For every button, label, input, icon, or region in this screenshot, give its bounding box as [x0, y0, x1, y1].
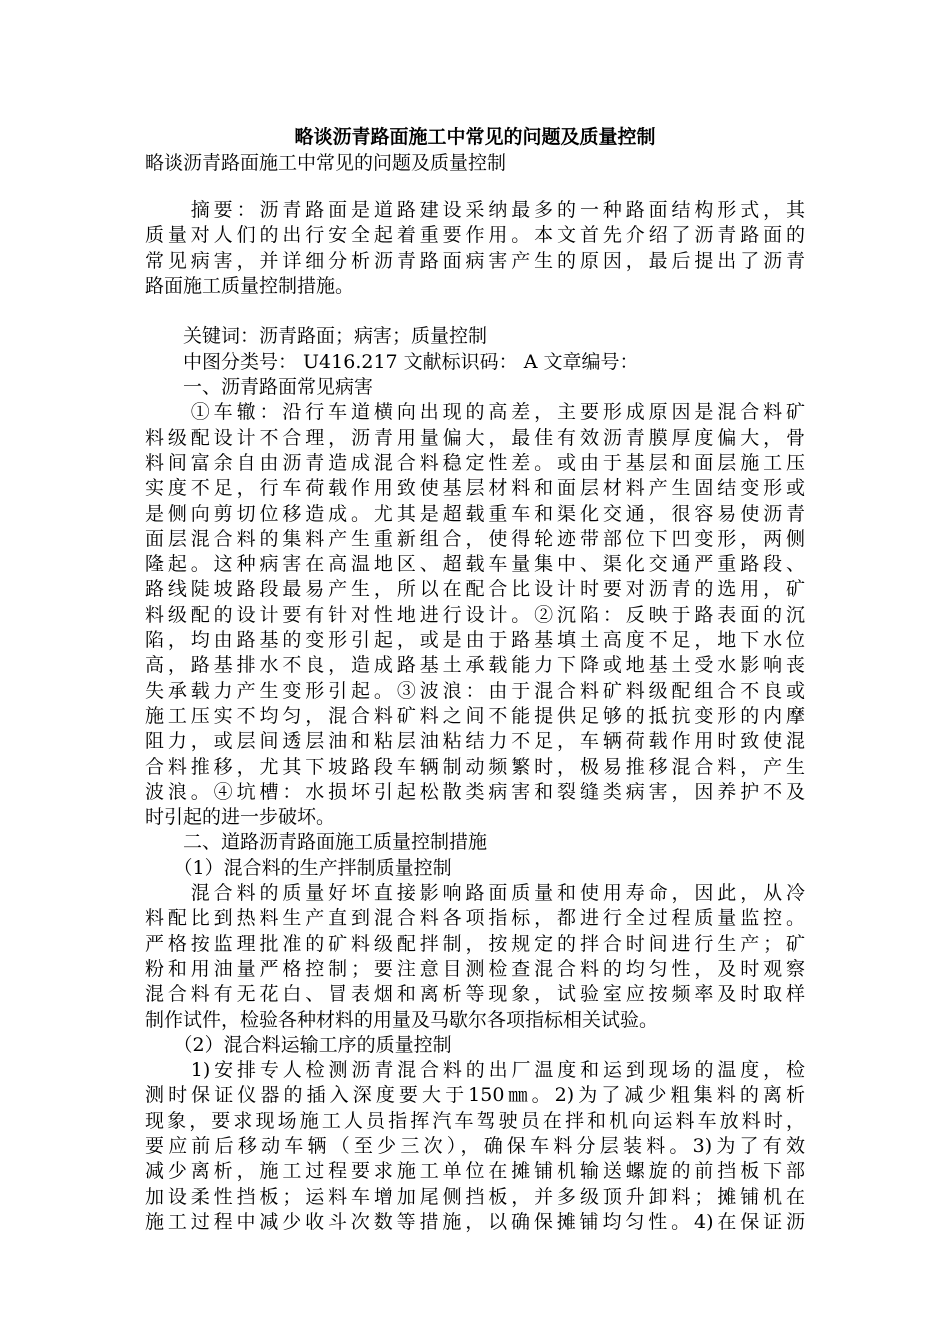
text-line: 制作试件，检验各种材料的用量及马歇尔各项指标相关试验。: [145, 1008, 659, 1031]
text-line: 施工过程中减少收斗次数等措施，以确保摊铺均匀性。4)在保证沥: [145, 1210, 805, 1233]
text-line: （1）混合料的生产拌制质量控制: [145, 856, 452, 879]
text-line: 质量对人们的出行安全起着重要作用。本文首先介绍了沥青路面的: [145, 224, 805, 247]
text-line: 二、道路沥青路面施工质量控制措施: [145, 831, 488, 854]
text-line: 面层混合料的集料产生重新组合，使得轮迹带部位下凹变形，两侧: [145, 527, 805, 550]
text-line: 1)安排专人检测沥青混合料的出厂温度和运到现场的温度，检: [145, 1059, 805, 1082]
document-body: [145, 198, 805, 1235]
text-line: 混合料有无花白、冒表烟和离析等现象，试验室应按频率及时取样: [145, 983, 805, 1006]
text-line: 现象，要求现场施工人员指挥汽车驾驶员在拌和机向运料车放料时，: [145, 1109, 805, 1132]
text-line: 路线陡坡路段最易产生，所以在配合比设计时要对沥青的选用，矿: [145, 578, 805, 601]
text-line: 时引起的进一步破坏。: [145, 806, 336, 829]
text-line: 隆起。这种病害在高温地区、超载车量集中、渠化交通严重路段、: [145, 553, 805, 576]
text-line: 严格按监理批准的矿料级配拌制，按规定的拌合时间进行生产；矿: [145, 932, 805, 955]
text-line: 粉和用油量严格控制；要注意目测检查混合料的均匀性，及时观察: [145, 957, 805, 980]
text-line: 波浪。④坑槽：水损坏引起松散类病害和裂缝类病害，因养护不及: [145, 780, 805, 803]
text-line: 失承载力产生变形引起。③波浪：由于混合料矿料级配组合不良或: [145, 679, 805, 702]
text-line: 路面施工质量控制措施。: [145, 274, 355, 297]
text-line: 是侧向剪切位移造成。尤其是超载重车和渠化交通，很容易使沥青: [145, 502, 805, 525]
text-line: 阻力，或层间透层油和粘层油粘结力不足，车辆荷载作用时致使混: [145, 730, 805, 753]
text-line: 料级配的设计要有针对性地进行设计。②沉陷：反映于路表面的沉: [145, 603, 805, 626]
text-line: 料配比到热料生产直到混合料各项指标，都进行全过程质量监控。: [145, 907, 805, 930]
text-line: 施工压实不均匀，混合料矿料之间不能提供足够的抵抗变形的内摩: [145, 704, 805, 727]
text-line: 测时保证仪器的插入深度要大于150㎜。2)为了减少粗集料的离析: [145, 1084, 805, 1107]
text-line: 关键词：沥青路面；病害；质量控制: [145, 325, 488, 348]
text-line: 摘要：沥青路面是道路建设采纳最多的一种路面结构形式，其: [145, 199, 805, 221]
document-subtitle: 略谈沥青路面施工中常见的问题及质量控制: [145, 152, 507, 174]
text-line: 混合料的质量好坏直接影响路面质量和使用寿命，因此，从冷: [145, 882, 805, 905]
text-line: 常见病害，并详细分析沥青路面病害产生的原因，最后提出了沥青: [145, 249, 805, 272]
text-line: （2）混合料运输工序的质量控制: [145, 1033, 452, 1056]
text-line: ①车辙：沿行车道横向出现的高差，主要形成原因是混合料矿: [145, 401, 805, 424]
text-line: 实度不足，行车荷载作用致使基层材料和面层材料产生固结变形或: [145, 477, 805, 500]
text-line: 加设柔性挡板；运料车增加尾侧挡板，并多级顶升卸料；摊铺机在: [145, 1185, 805, 1208]
text-line: 料间富余自由沥青造成混合料稳定性差。或由于基层和面层施工压: [145, 451, 805, 474]
document-title: 略谈沥青路面施工中常见的问题及质量控制: [294, 126, 656, 148]
blank-line: [145, 299, 805, 324]
text-line: 料级配设计不合理，沥青用量偏大，最佳有效沥青膜厚度偏大，骨: [145, 426, 805, 449]
text-line: 高，路基排水不良，造成路基土承载能力下降或地基土受水影响丧: [145, 654, 805, 677]
text-line: 减少离析，施工过程要求施工单位在摊铺机输送螺旋的前挡板下部: [145, 1160, 805, 1183]
text-line: 合料推移，尤其下坡路段车辆制动频繁时，极易推移混合料，产生: [145, 755, 805, 778]
text-line: 要应前后移动车辆（至少三次），确保车料分层装料。3)为了有效: [145, 1134, 805, 1157]
text-line: 一、沥青路面常见病害: [145, 376, 374, 399]
text-line: 陷，均由路基的变形引起，或是由于路基填土高度不足，地下水位: [145, 629, 805, 652]
text-line: 中图分类号： U416.217 文献标识码： A 文章编号：: [145, 350, 639, 373]
